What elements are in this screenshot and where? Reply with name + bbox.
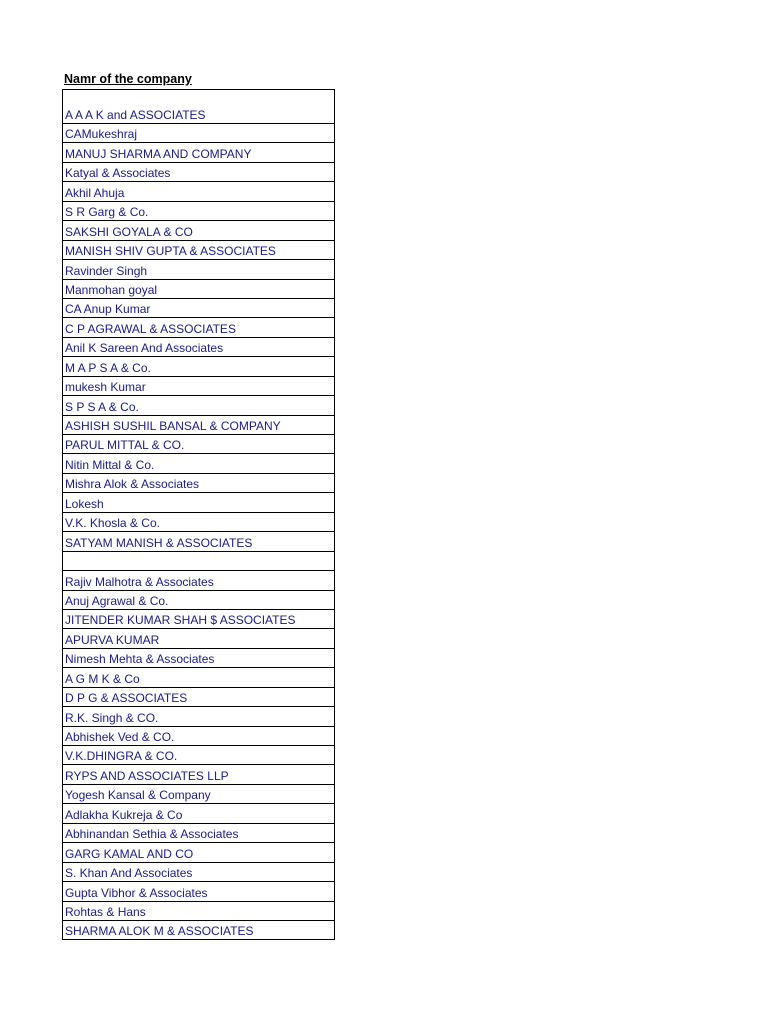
- table-row: [63, 493, 335, 512]
- company-name-cell: ASHISH SUSHIL BANSAL & COMPANY: [63, 415, 335, 434]
- table-row: [63, 726, 335, 745]
- company-name-cell: S P S A & Co.: [63, 396, 335, 415]
- company-name-cell: SHARMA ALOK M & ASSOCIATES: [63, 920, 335, 939]
- company-name-cell: Nimesh Mehta & Associates: [63, 648, 335, 667]
- company-name-cell: Katyal & Associates: [63, 162, 335, 181]
- table-row: [63, 260, 335, 279]
- table-row: [63, 571, 335, 590]
- table-row: [63, 882, 335, 901]
- company-name-cell: SAKSHI GOYALA & CO: [63, 221, 335, 240]
- table-row: [63, 648, 335, 667]
- table-row: [63, 804, 335, 823]
- company-name-cell: V.K.DHINGRA & CO.: [63, 746, 335, 765]
- table-row: [63, 376, 335, 395]
- table-row: [63, 746, 335, 765]
- table-row: [63, 862, 335, 881]
- company-name-cell: C P AGRAWAL & ASSOCIATES: [63, 318, 335, 337]
- table-row: [63, 687, 335, 706]
- company-name-cell: A A A K and ASSOCIATES: [63, 90, 335, 124]
- table-row: [63, 240, 335, 259]
- company-name-cell: Adlakha Kukreja & Co: [63, 804, 335, 823]
- company-name-cell: A G M K & Co: [63, 668, 335, 687]
- table-row: [63, 532, 335, 551]
- company-name-cell: Manmohan goyal: [63, 279, 335, 298]
- table-row: [63, 590, 335, 609]
- table-row: [63, 124, 335, 143]
- company-name-cell: [63, 551, 335, 570]
- company-name-cell: CAMukeshraj: [63, 124, 335, 143]
- company-name-cell: JITENDER KUMAR SHAH $ ASSOCIATES: [63, 609, 335, 628]
- table-row: [63, 473, 335, 492]
- company-name-cell: Abhinandan Sethia & Associates: [63, 823, 335, 842]
- table-row: [63, 629, 335, 648]
- company-table-body: [63, 90, 335, 940]
- table-row: [63, 182, 335, 201]
- company-name-cell: M A P S A & Co.: [63, 357, 335, 376]
- table-row: [63, 298, 335, 317]
- company-name-cell: MANUJ SHARMA AND COMPANY: [63, 143, 335, 162]
- table-row: [63, 143, 335, 162]
- company-name-cell: D P G & ASSOCIATES: [63, 687, 335, 706]
- company-name-cell: S R Garg & Co.: [63, 201, 335, 220]
- table-row: [63, 512, 335, 531]
- table-row: [63, 318, 335, 337]
- company-name-cell: Ravinder Singh: [63, 260, 335, 279]
- table-row: [63, 784, 335, 803]
- company-name-cell: S. Khan And Associates: [63, 862, 335, 881]
- table-row: [63, 901, 335, 920]
- table-row: [63, 707, 335, 726]
- table-row: [63, 357, 335, 376]
- company-name-cell: RYPS AND ASSOCIATES LLP: [63, 765, 335, 784]
- company-name-cell: GARG KAMAL AND CO: [63, 843, 335, 862]
- table-row: [63, 668, 335, 687]
- company-name-cell: V.K. Khosla & Co.: [63, 512, 335, 531]
- company-name-cell: MANISH SHIV GUPTA & ASSOCIATES: [63, 240, 335, 259]
- company-name-cell: Yogesh Kansal & Company: [63, 784, 335, 803]
- table-row: [63, 454, 335, 473]
- company-name-cell: PARUL MITTAL & CO.: [63, 435, 335, 454]
- company-name-cell: CA Anup Kumar: [63, 298, 335, 317]
- company-name-cell: Gupta Vibhor & Associates: [63, 882, 335, 901]
- company-name-cell: Rohtas & Hans: [63, 901, 335, 920]
- table-row: [63, 221, 335, 240]
- table-row: [63, 279, 335, 298]
- company-name-cell: APURVA KUMAR: [63, 629, 335, 648]
- table-row: [63, 843, 335, 862]
- table-row: [63, 337, 335, 356]
- table-row: [63, 201, 335, 220]
- table-row: [63, 920, 335, 939]
- company-name-cell: Akhil Ahuja: [63, 182, 335, 201]
- company-name-cell: SATYAM MANISH & ASSOCIATES: [63, 532, 335, 551]
- company-name-cell: Abhishek Ved & CO.: [63, 726, 335, 745]
- table-row: [63, 415, 335, 434]
- company-name-cell: mukesh Kumar: [63, 376, 335, 395]
- company-name-cell: Mishra Alok & Associates: [63, 473, 335, 492]
- company-list-heading: Namr of the company: [64, 72, 192, 86]
- table-row: [63, 609, 335, 628]
- table-row: [63, 162, 335, 181]
- company-name-cell: Nitin Mittal & Co.: [63, 454, 335, 473]
- company-name-cell: R.K. Singh & CO.: [63, 707, 335, 726]
- company-name-cell: Lokesh: [63, 493, 335, 512]
- company-table: [62, 89, 335, 940]
- company-name-cell: Anuj Agrawal & Co.: [63, 590, 335, 609]
- table-row: [63, 90, 335, 124]
- company-name-cell: Rajiv Malhotra & Associates: [63, 571, 335, 590]
- table-row: [63, 551, 335, 570]
- company-name-cell: Anil K Sareen And Associates: [63, 337, 335, 356]
- table-row: [63, 765, 335, 784]
- table-row: [63, 435, 335, 454]
- table-row: [63, 396, 335, 415]
- table-row: [63, 823, 335, 842]
